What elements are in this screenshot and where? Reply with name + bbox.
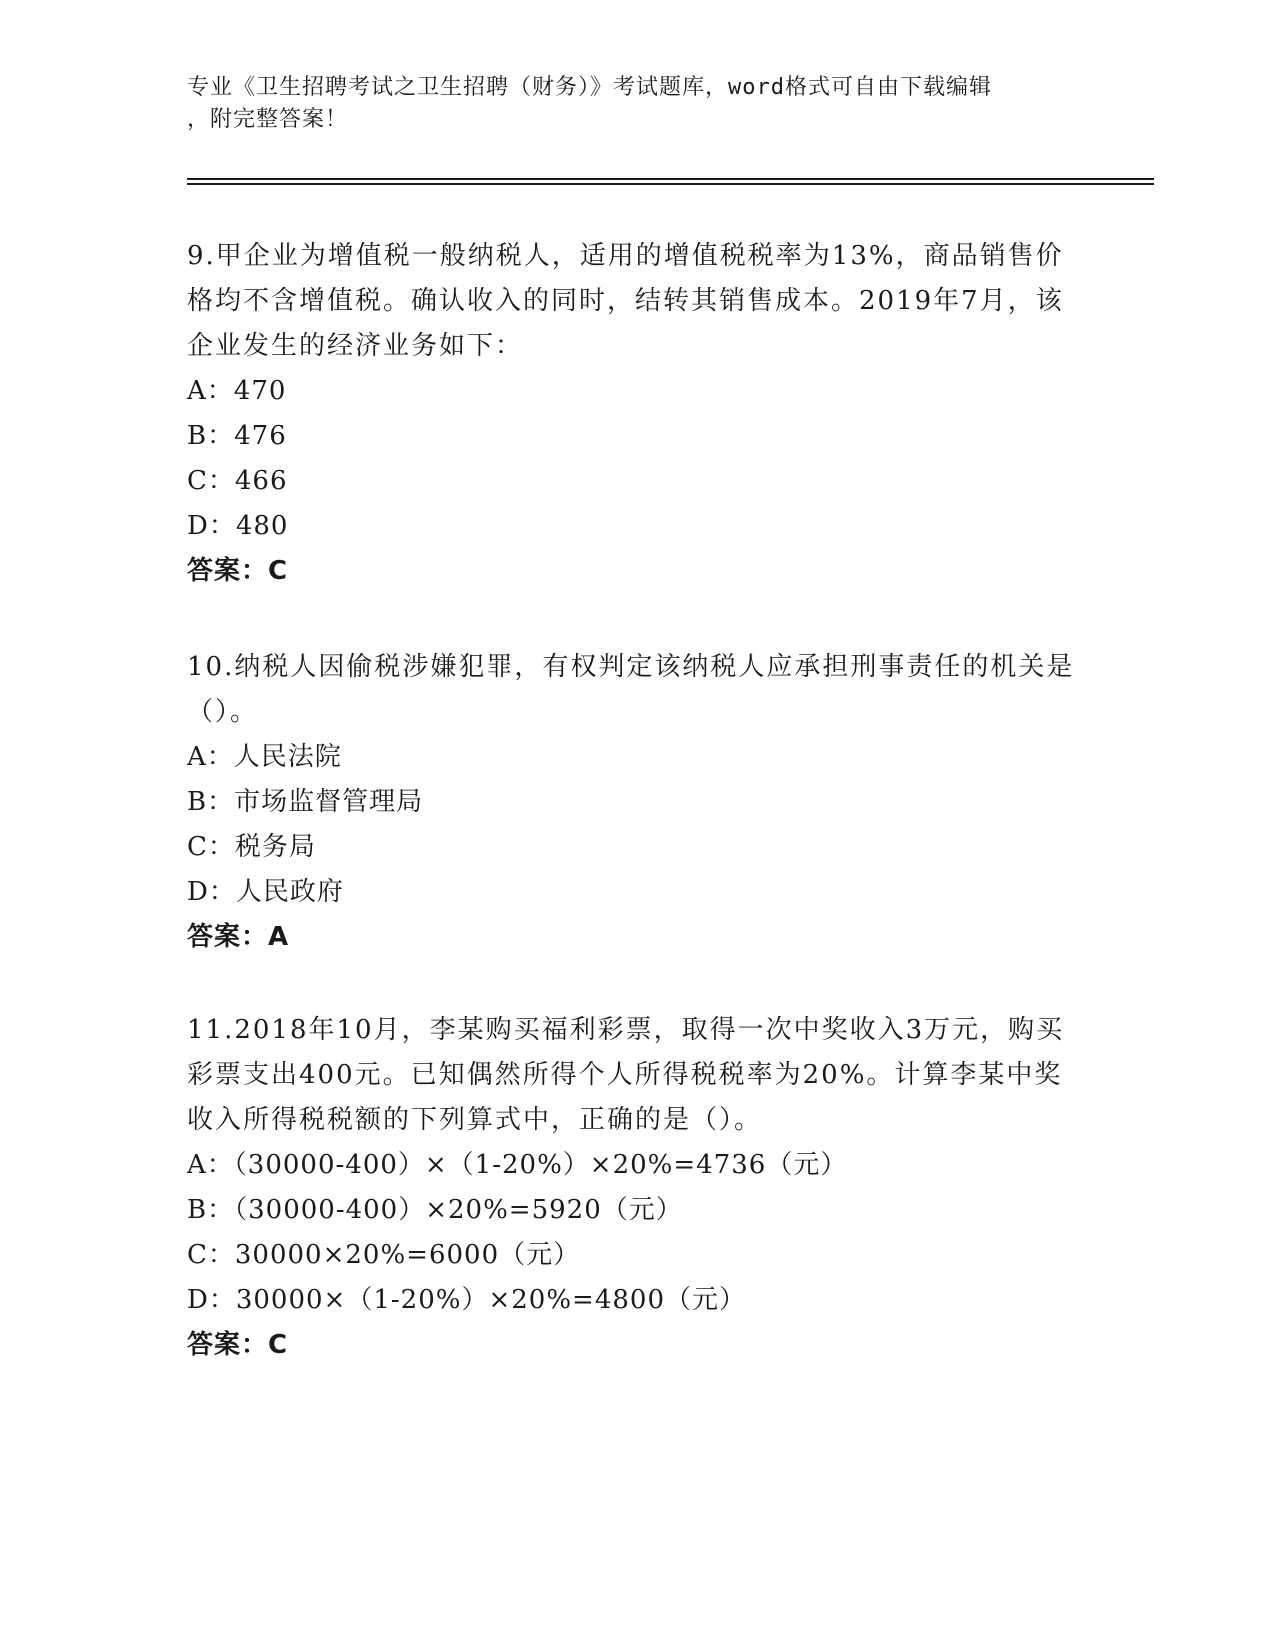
header-divider-top bbox=[187, 178, 1154, 180]
answer: 答案：C bbox=[187, 1330, 289, 1360]
question-stem: 9.甲企业为增值税一般纳税人，适用的增值税税率为13%，商品销售价格均不含增值税。确认收入的同时，结转其销售成本。2019年7月，该企业发生的经济业务如下： bbox=[187, 241, 1064, 361]
answer: 答案：A bbox=[187, 922, 290, 952]
option-b: B：（30000-400）×20%=5920（元） bbox=[187, 1195, 683, 1225]
option-d: D：30000×（1-20%）×20%=4800（元） bbox=[187, 1285, 746, 1315]
option-d: D：480 bbox=[187, 511, 289, 541]
question-stem: 10.纳税人因偷税涉嫌犯罪，有权判定该纳税人应承担刑事责任的机关是（）。 bbox=[187, 652, 1075, 727]
option-a: A：470 bbox=[187, 376, 287, 406]
option-c: C：466 bbox=[187, 466, 288, 496]
question-11 bbox=[187, 1008, 1087, 1368]
option-a: A：人民法院 bbox=[187, 742, 342, 772]
option-b: B：476 bbox=[187, 421, 287, 451]
option-c: C：30000×20%=6000（元） bbox=[187, 1240, 581, 1270]
header-line-2: ，附完整答案！ bbox=[187, 107, 349, 132]
option-c: C：税务局 bbox=[187, 832, 316, 862]
question-10 bbox=[187, 645, 1087, 960]
question-stem: 11.2018年10月，李某购买福利彩票，取得一次中奖收入3万元，购买彩票支出400元。已知偶然所得个人所得税税率为20%。计算李某中奖收入所得税税额的下列算式中，正确的是（）。 bbox=[187, 1015, 1065, 1135]
header-divider-bottom bbox=[187, 183, 1154, 185]
option-b: B：市场监督管理局 bbox=[187, 787, 424, 817]
question-9 bbox=[187, 234, 1087, 594]
document-header bbox=[187, 72, 1067, 136]
header-line-1: 专业《卫生招聘考试之卫生招聘（财务）》考试题库，word格式可自由下载编辑 bbox=[187, 75, 992, 100]
option-d: D：人民政府 bbox=[187, 877, 344, 907]
answer: 答案：C bbox=[187, 556, 289, 586]
option-a: A：（30000-400）×（1-20%）×20%=4736（元） bbox=[187, 1150, 848, 1180]
